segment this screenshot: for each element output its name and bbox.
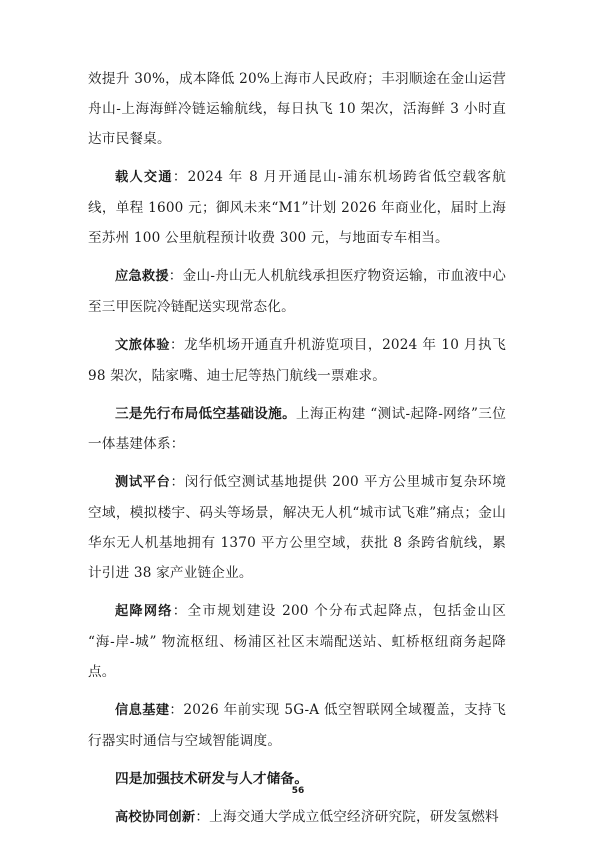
- paragraph-lead-term: 文旅体验: [115, 338, 170, 353]
- paragraph-tourism-experience: [88, 330, 506, 391]
- paragraph-text: ：上海交通大学成立低空经济研究院，研发氢燃料: [195, 809, 499, 825]
- paragraph-text: 上海正构建 “测试-起降-网络”三位一体基建体系：: [88, 406, 506, 452]
- paragraph-lead-term: 载人交通: [115, 170, 173, 185]
- paragraph-text: 效提升 30%，成本降低 20%上海市人民政府；丰羽顺途在金山运营舟山-上海海鲜冷链运输航线，每日执飞 10 架次，活海鲜 3 小时直达市民餐桌。: [88, 71, 506, 147]
- paragraph-passenger-transport: [88, 162, 506, 253]
- paragraph-text: ：龙华机场开通直升机游览项目，2024 年 10 月执飞 98 架次，陆家嘴、迪士尼等热门航线一票难求。: [88, 337, 506, 384]
- paragraph-lead-term: 起降网络: [115, 604, 173, 619]
- document-body: [88, 64, 506, 841]
- paragraph-university-collaboration: [88, 802, 506, 833]
- paragraph-freight-continued: [88, 64, 506, 154]
- paragraph-emergency-rescue: [88, 261, 506, 322]
- paragraph-lead-term: 信息基建: [115, 703, 170, 718]
- paragraph-text: ：全市规划建设 200 个分布式起降点，包括金山区 “海-岸-城” 物流枢纽、杨浦区社区末端配送站、虹桥枢纽商务起降点。: [88, 603, 506, 680]
- page-number: 56: [291, 786, 305, 796]
- section-heading-text: 四是加强技术研发与人才储备。: [115, 771, 309, 787]
- paragraph-test-platform: [88, 467, 506, 588]
- paragraph-lead-term: 高校协同创新: [115, 810, 196, 825]
- paragraph-lead-term: 测试平台: [115, 475, 171, 490]
- paragraph-information-infrastructure: [88, 695, 506, 756]
- paragraph-text: ：2026 年前实现 5G-A 低空智联网全域覆盖，支持飞行器实时通信与空域智能调度。: [88, 702, 506, 749]
- section-heading-text: 三是先行布局低空基础设施。: [115, 406, 297, 422]
- paragraph-text: ：闵行低空测试基地提供 200 平方公里城市复杂环境空域，模拟楼宇、码头等场景，解决无人机“城市试飞难”痛点；金山华东无人机基地拥有 1370 平方公里空域，获批 8 条跨省航线，累计引进 38 家产业链企业。: [88, 474, 506, 581]
- section-heading-infrastructure: [88, 399, 506, 459]
- paragraph-text: ：2024 年 8 月开通昆山-浦东机场跨省低空载客航线，单程 1600 元；御风未来“M1”计划 2026 年商业化，届时上海至苏州 100 公里航程预计收费 300 元，与地面专车相当。: [88, 169, 506, 246]
- paragraph-text: ：金山-舟山无人机航线承担医疗物资运输，市血液中心至三甲医院冷链配送实现常态化。: [88, 268, 506, 315]
- paragraph-lead-term: 应急救援: [115, 269, 169, 284]
- paragraph-landing-network: [88, 596, 506, 687]
